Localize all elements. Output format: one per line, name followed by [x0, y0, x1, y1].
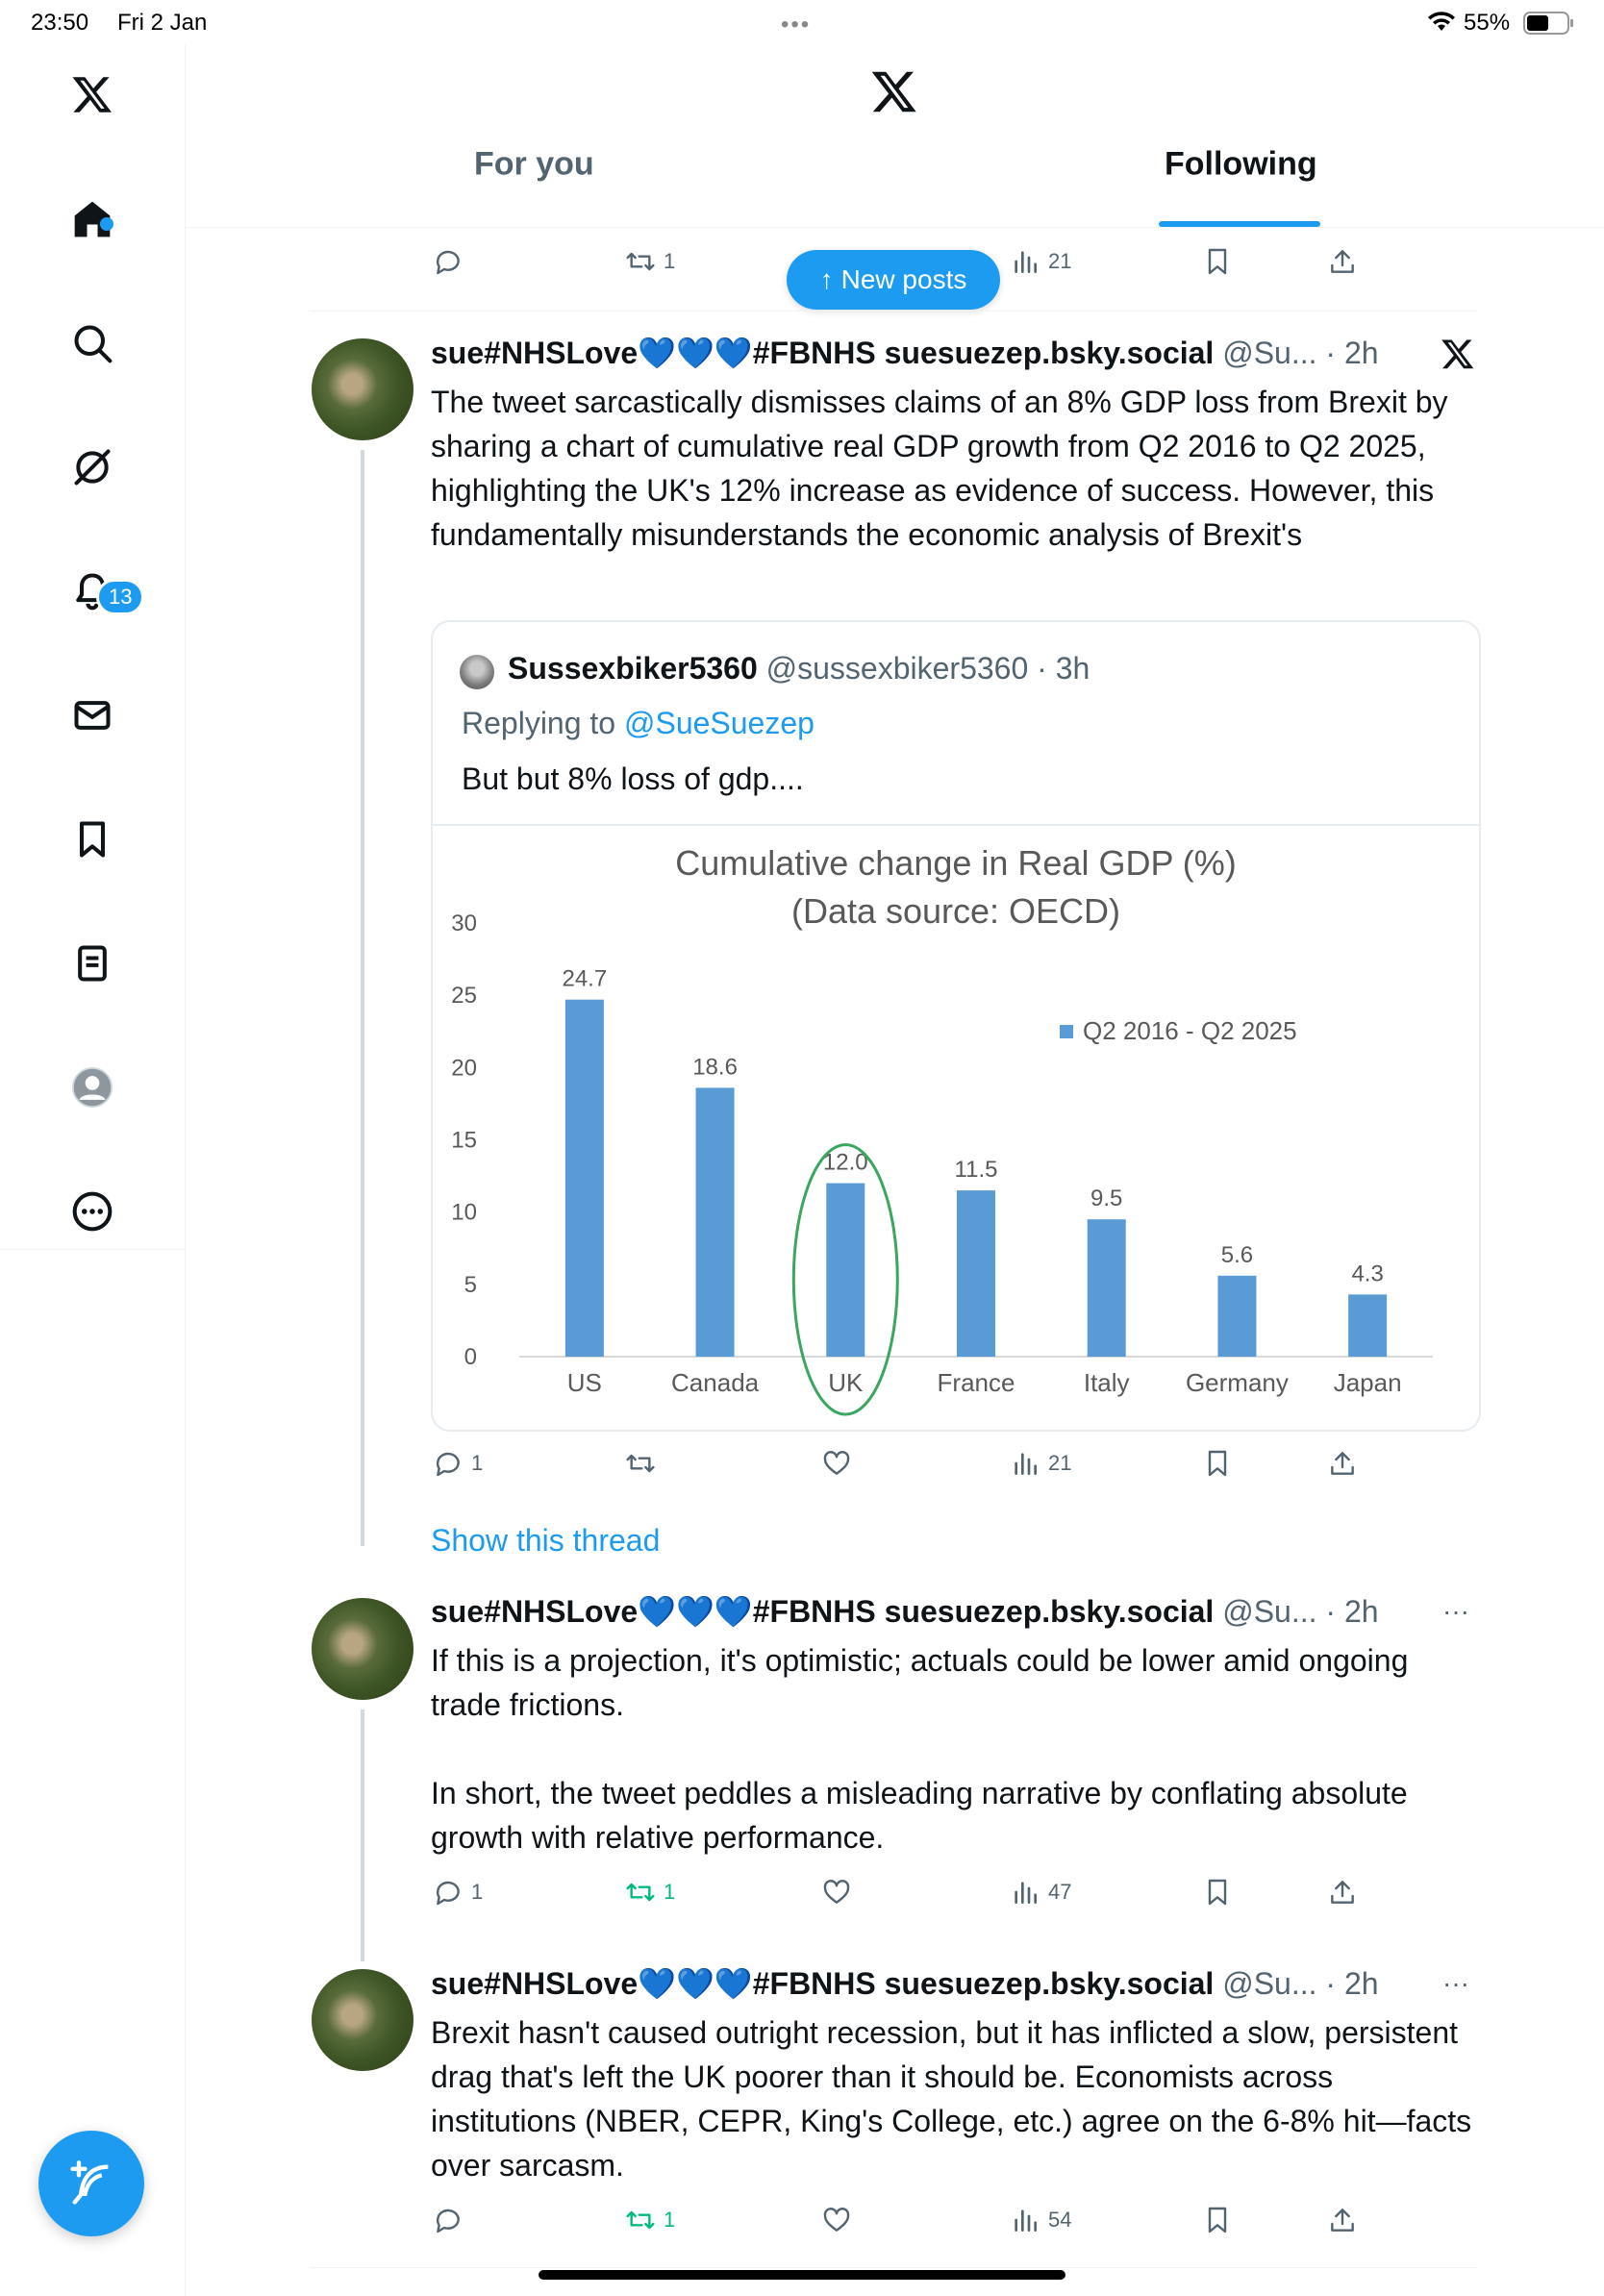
bar-value-label: 4.3	[1351, 1260, 1384, 1287]
reply-count: 1	[471, 1451, 484, 1475]
category-label: US	[566, 1368, 602, 1397]
bookmark-icon	[1202, 2205, 1233, 2235]
bar-us	[565, 1000, 604, 1357]
share-icon	[1327, 1448, 1358, 1479]
bookmark-button[interactable]	[1202, 1877, 1233, 1908]
grok-icon	[71, 446, 113, 488]
mail-icon	[71, 694, 113, 736]
more-options-icon[interactable]: ···	[1442, 1596, 1469, 1626]
display-name[interactable]: sue#NHSLove💙💙💙#FBNHS suesuezep.bsky.social	[431, 1966, 1215, 2001]
gdp-chart[interactable]	[433, 824, 1479, 1432]
quote-handle-time: @sussexbiker5360 · 3h	[765, 651, 1090, 686]
grok-x-icon[interactable]	[1441, 337, 1475, 371]
share-icon	[1327, 1877, 1358, 1908]
reply-button[interactable]	[433, 1877, 483, 1908]
share-button[interactable]	[1327, 1448, 1358, 1479]
bar-france	[957, 1190, 995, 1357]
reply-icon	[433, 246, 464, 277]
share-icon	[1327, 2205, 1358, 2235]
bar-value-label: 9.5	[1090, 1185, 1123, 1212]
retweet-count: 1	[664, 2208, 676, 2232]
heart-icon	[821, 2205, 852, 2235]
category-label: Japan	[1333, 1368, 1402, 1397]
reply-button[interactable]	[433, 1448, 483, 1479]
retweet-icon	[625, 246, 656, 277]
handle-time: @Su... · 2h	[1222, 336, 1379, 370]
x-logo-icon[interactable]	[65, 67, 119, 121]
views-icon	[1010, 246, 1040, 277]
retweet-count: 1	[664, 1880, 676, 1904]
active-tab-indicator	[1159, 221, 1320, 227]
avatar[interactable]	[312, 1598, 414, 1700]
handle-time: @Su... · 2h	[1222, 1966, 1379, 2001]
bookmark-button[interactable]	[1202, 2205, 1233, 2235]
sidebar-item-messages[interactable]	[65, 688, 119, 742]
post-author[interactable]	[431, 1965, 1379, 2002]
post-text: Brexit hasn't caused outright recession, but it has inflicted a slow, persistent drag that's left the UK poorer than it should be. Economists across institutions (NBER, CEPR, King's College, etc.) agree on the 6-8% hit—facts over sarcasm.	[431, 2015, 1481, 2183]
like-button[interactable]	[821, 1448, 852, 1479]
views-button[interactable]	[1010, 1877, 1071, 1908]
retweet-button[interactable]	[625, 1877, 675, 1908]
tab-for-you[interactable]: For you	[474, 145, 594, 183]
new-posts-button[interactable]	[787, 250, 1000, 310]
post-divider	[310, 2267, 1477, 2268]
bookmark-icon	[1202, 1448, 1233, 1479]
display-name[interactable]: sue#NHSLove💙💙💙#FBNHS suesuezep.bsky.social	[431, 1594, 1215, 1629]
quoted-post[interactable]	[431, 620, 1481, 1432]
views-button[interactable]	[1010, 246, 1071, 277]
retweet-button[interactable]	[625, 2205, 675, 2235]
replying-prefix: Replying to	[462, 706, 624, 740]
quote-text: But but 8% loss of gdp....	[462, 761, 804, 796]
views-button[interactable]	[1010, 2205, 1071, 2235]
post-author[interactable]	[431, 335, 1379, 371]
views-count: 21	[1048, 1451, 1072, 1475]
bookmark-button[interactable]	[1202, 246, 1233, 277]
post-divider	[310, 311, 1477, 312]
share-button[interactable]	[1327, 1877, 1358, 1908]
multitask-dots-icon[interactable]: •••	[781, 12, 812, 37]
arrow-up-icon: ↑	[819, 264, 834, 294]
replying-handle-link[interactable]: @SueSuezep	[623, 706, 815, 740]
tab-following[interactable]: Following	[1165, 145, 1317, 183]
thread-line	[361, 1710, 364, 1961]
retweet-button[interactable]	[625, 246, 675, 277]
reply-count: 1	[471, 1880, 484, 1904]
show-thread-link[interactable]: Show this thread	[431, 1523, 661, 1558]
sidebar-item-search[interactable]	[65, 316, 119, 370]
reply-button[interactable]	[433, 246, 464, 277]
heart-icon	[821, 1448, 852, 1479]
bookmark-icon	[1202, 1877, 1233, 1908]
x-header-logo-icon[interactable]	[870, 67, 918, 115]
bookmark-icon	[1202, 246, 1233, 277]
category-label: Germany	[1185, 1368, 1289, 1397]
sidebar	[0, 44, 186, 2296]
y-tick-label: 30	[451, 911, 477, 936]
views-count: 21	[1048, 249, 1072, 273]
quote-author[interactable]	[508, 651, 1090, 686]
status-bar	[0, 0, 1604, 44]
bar-value-label: 11.5	[954, 1157, 998, 1184]
avatar[interactable]	[312, 338, 414, 440]
post-text: If this is a projection, it's optimistic; actuals could be lower amid ongoing trade frictions. In short, the tweet peddles a misleading narrative by conflating absolute growth with relative performance.	[431, 1643, 1409, 1855]
views-count: 54	[1048, 2208, 1072, 2232]
chart-title: Cumulative change in Real GDP (%)	[675, 843, 1237, 883]
category-label: Italy	[1083, 1368, 1130, 1397]
category-label: UK	[828, 1368, 864, 1397]
bar-italy	[1088, 1219, 1126, 1357]
sidebar-divider	[0, 1249, 185, 1250]
wifi-icon	[1427, 12, 1456, 33]
bar-germany	[1217, 1276, 1256, 1357]
display-name[interactable]: sue#NHSLove💙💙💙#FBNHS suesuezep.bsky.social	[431, 336, 1215, 370]
post-3-actions	[433, 2205, 1394, 2243]
more-circle-icon	[71, 1190, 113, 1233]
bar-canada	[696, 1087, 735, 1357]
post-text: The tweet sarcastically dismisses claims of an 8% GDP loss from Brexit by sharing a chart of cumulative real GDP growth from Q2 2016 to Q2 2025, highlighting the UK's 12% increase as evidence of success. However, this fundamentally misunderstands the economic analysis of Brexit's	[431, 385, 1457, 552]
bar-value-label: 24.7	[562, 965, 608, 992]
lists-icon	[71, 942, 113, 985]
retweet-icon	[625, 2205, 656, 2235]
legend-label: Q2 2016 - Q2 2025	[1083, 1016, 1297, 1045]
y-tick-label: 20	[451, 1055, 477, 1082]
quote-display-name[interactable]: Sussexbiker5360	[508, 651, 758, 686]
share-button[interactable]	[1327, 2205, 1358, 2235]
y-tick-label: 15	[451, 1127, 477, 1154]
chart-subtitle: (Data source: OECD)	[790, 891, 1121, 931]
sidebar-item-lists[interactable]	[65, 936, 119, 990]
home-unread-dot	[100, 217, 113, 231]
battery-icon	[1523, 12, 1575, 35]
post-1-actions	[433, 1448, 1394, 1486]
sidebar-item-grok[interactable]	[65, 440, 119, 494]
views-icon	[1010, 2205, 1040, 2235]
bar-value-label: 18.6	[692, 1054, 738, 1081]
timeline-header	[186, 44, 1604, 228]
y-tick-label: 10	[451, 1199, 477, 1226]
share-button[interactable]	[1327, 246, 1358, 277]
reply-icon	[433, 1877, 464, 1908]
retweet-icon	[625, 1877, 656, 1908]
category-label: France	[937, 1368, 1015, 1397]
status-time: 23:50	[31, 10, 89, 36]
bookmark-button[interactable]	[1202, 1448, 1233, 1479]
bar-value-label: 5.6	[1220, 1241, 1254, 1268]
quote-avatar[interactable]	[460, 655, 494, 689]
avatar[interactable]	[312, 1969, 414, 2071]
new-posts-label: New posts	[840, 264, 967, 294]
status-date: Fri 2 Jan	[117, 10, 208, 36]
retweet-button[interactable]	[625, 1448, 656, 1479]
y-tick-label: 0	[464, 1344, 477, 1370]
like-button[interactable]	[821, 1877, 852, 1908]
more-options-icon[interactable]: ···	[1442, 1968, 1469, 1998]
reply-button[interactable]	[433, 2205, 464, 2235]
views-icon	[1010, 1877, 1040, 1908]
heart-icon	[821, 1877, 852, 1908]
retweet-icon	[625, 1448, 656, 1479]
views-icon	[1010, 1448, 1040, 1479]
retweet-count: 1	[664, 249, 676, 273]
search-icon	[71, 322, 113, 364]
sidebar-item-profile[interactable]	[65, 1061, 119, 1114]
category-label: Canada	[671, 1368, 760, 1397]
bar-uk	[826, 1184, 865, 1357]
post-author[interactable]	[431, 1593, 1379, 1630]
profile-avatar-icon	[71, 1066, 113, 1109]
y-tick-label: 5	[464, 1271, 477, 1298]
bar-value-label: 12.0	[822, 1149, 868, 1176]
sidebar-item-bookmarks[interactable]	[65, 812, 119, 866]
sidebar-item-more[interactable]	[65, 1185, 119, 1238]
chart-plot	[433, 826, 1479, 1432]
battery-percent: 55%	[1464, 10, 1511, 36]
reply-icon	[433, 1448, 464, 1479]
reply-icon	[433, 2205, 464, 2235]
handle-time: @Su... · 2h	[1222, 1594, 1379, 1629]
thread-line	[361, 450, 364, 1546]
compose-button[interactable]	[38, 2131, 144, 2236]
y-tick-label: 25	[451, 983, 477, 1010]
bar-japan	[1348, 1294, 1387, 1357]
bookmark-icon	[71, 818, 113, 861]
home-indicator	[539, 2270, 1065, 2280]
replying-to	[462, 706, 815, 741]
compose-feather-icon	[66, 2159, 116, 2209]
like-button[interactable]	[821, 2205, 852, 2235]
post-2-actions	[433, 1877, 1394, 1915]
share-icon	[1327, 246, 1358, 277]
notification-count-badge: 13	[96, 579, 144, 615]
views-count: 47	[1048, 1880, 1072, 1904]
views-button[interactable]	[1010, 1448, 1071, 1479]
